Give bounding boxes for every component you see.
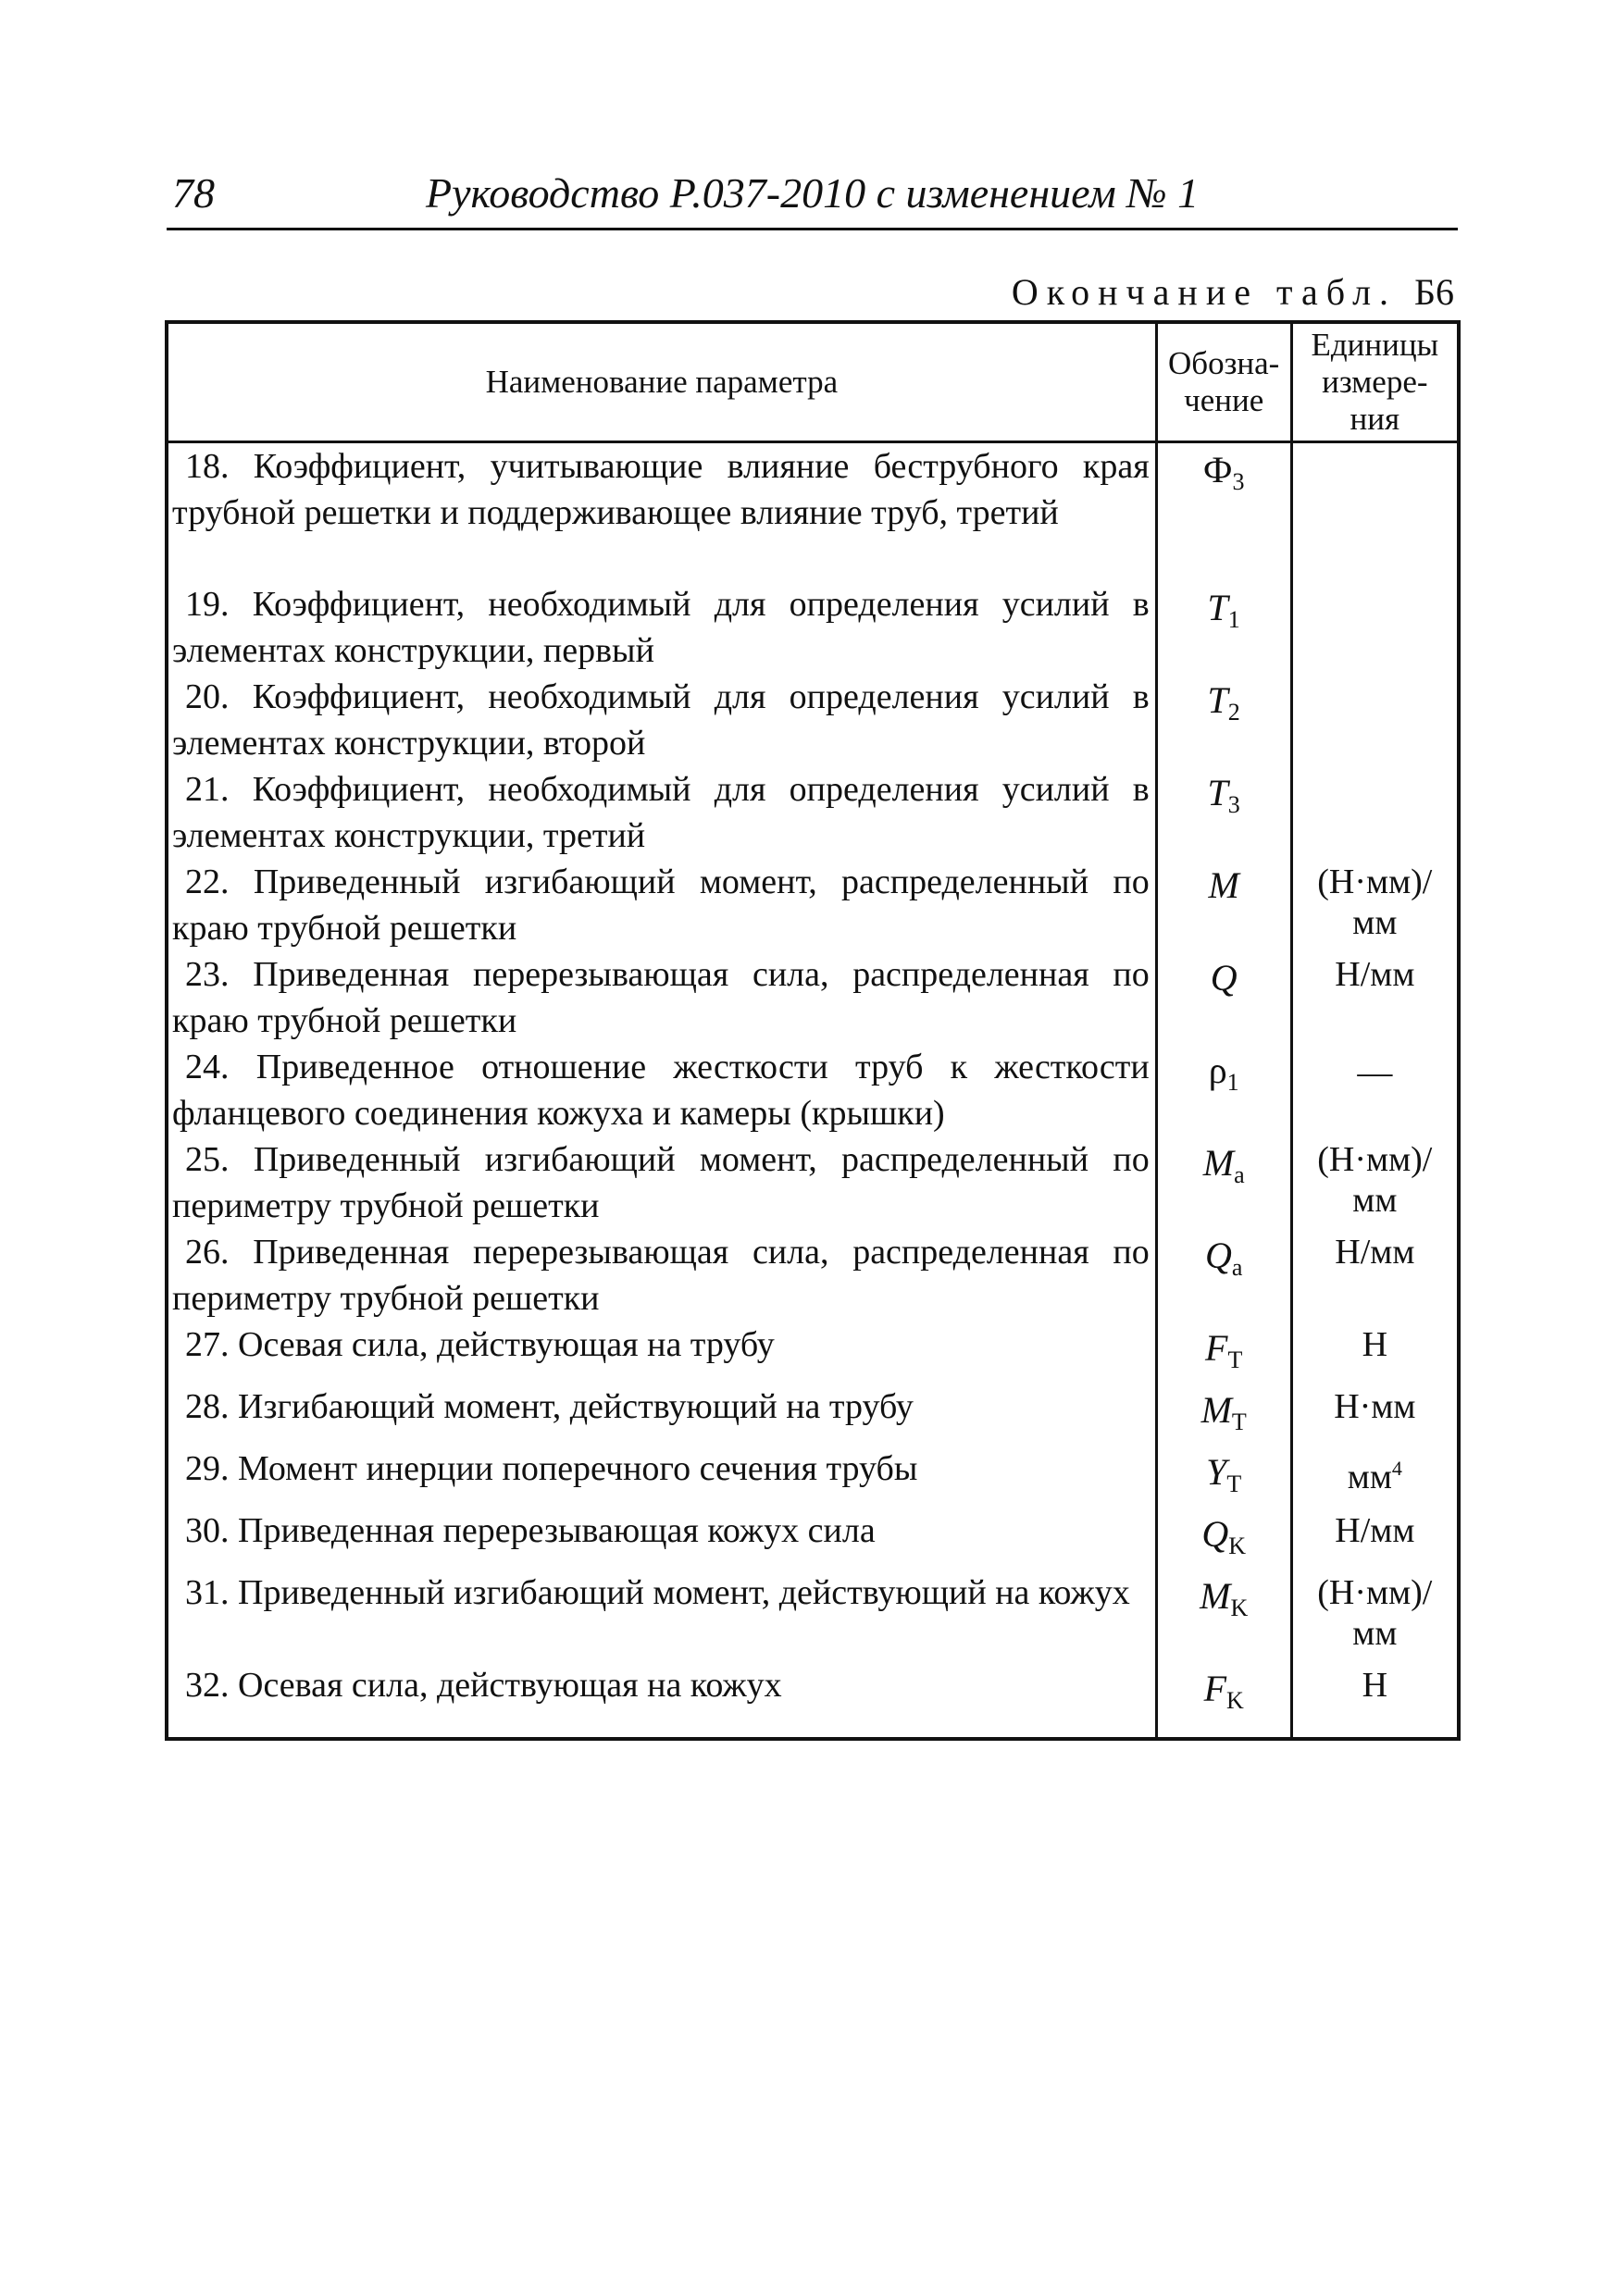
unit-text: мм <box>1347 1457 1392 1496</box>
parameter-unit <box>1291 951 1459 1044</box>
unit-line1 <box>1293 859 1457 905</box>
symbol-subscript: 2 <box>1227 698 1240 726</box>
table-row <box>167 859 1459 951</box>
running-title: Руководство Р.037-2010 с изменением № 1 <box>426 169 1200 217</box>
symbol-letter: Y <box>1206 1450 1227 1493</box>
parameter-unit <box>1291 1229 1459 1322</box>
parameter-unit <box>1291 1446 1459 1508</box>
parameter-name-text: 19. Коэффициент, необходимый для определения усилий в элементах конструкции, первый <box>172 584 1150 670</box>
unit-line1 <box>1293 1662 1457 1708</box>
symbol-letter: Q <box>1201 1512 1229 1555</box>
unit-line1 <box>1293 1044 1457 1096</box>
parameter-symbol <box>1156 674 1291 766</box>
unit-line1 <box>1293 1229 1457 1275</box>
parameter-unit <box>1291 581 1459 674</box>
parameter-name-text: 31. Приведенный изгибающий момент, действующий на кожух <box>185 1572 1130 1612</box>
table-row <box>167 442 1459 581</box>
parameter-unit <box>1291 1384 1459 1446</box>
parameter-name-text: 20. Коэффициент, необходимый для определения усилий в элементах конструкции, второй <box>172 676 1150 763</box>
unit-text: (Н·мм)/ <box>1317 1572 1433 1612</box>
parameter-symbol <box>1156 581 1291 674</box>
parameter-name-text: 30. Приведенная перерезывающая кожух сила <box>185 1510 876 1550</box>
unit-text: (Н·мм)/ <box>1317 862 1433 901</box>
unit-line1 <box>1293 1446 1457 1500</box>
parameter-symbol <box>1156 859 1291 951</box>
column-header-unit-line1: Единицы <box>1311 327 1439 363</box>
parameter-name <box>167 1229 1156 1322</box>
parameter-name <box>167 1662 1156 1739</box>
page-number: 78 <box>172 169 215 217</box>
parameter-name-text: 21. Коэффициент, необходимый для определения усилий в элементах конструкции, третий <box>172 769 1150 855</box>
parameter-name <box>167 1044 1156 1136</box>
parameter-name <box>167 581 1156 674</box>
symbol-subscript: a <box>1234 1160 1245 1188</box>
parameter-name-text: 32. Осевая сила, действующая на кожух <box>185 1665 782 1705</box>
parameter-unit <box>1291 674 1459 766</box>
table-row <box>167 1044 1459 1136</box>
table-caption <box>1012 270 1454 314</box>
parameter-unit <box>1291 1044 1459 1136</box>
parameter-symbol <box>1156 766 1291 859</box>
table-row <box>167 1446 1459 1508</box>
parameter-name <box>167 951 1156 1044</box>
parameter-symbol <box>1156 1044 1291 1136</box>
parameter-symbol <box>1156 1384 1291 1446</box>
unit-line1 <box>1293 1322 1457 1368</box>
parameter-unit <box>1291 442 1459 581</box>
symbol-subscript: 3 <box>1232 468 1245 495</box>
parameter-symbol <box>1156 1136 1291 1229</box>
symbol-letter: ρ <box>1208 1049 1227 1091</box>
parameter-symbol <box>1156 1508 1291 1570</box>
symbol-letter: F <box>1205 1326 1228 1369</box>
parameter-unit <box>1291 859 1459 951</box>
unit-text: Н/мм <box>1335 1510 1415 1550</box>
table-row <box>167 674 1459 766</box>
unit-line2: мм <box>1352 902 1398 942</box>
parameter-unit <box>1291 1508 1459 1570</box>
symbol-subscript: a <box>1231 1253 1243 1281</box>
parameter-unit <box>1291 766 1459 859</box>
unit-text: (Н·мм)/ <box>1317 1139 1433 1179</box>
table-caption-text: Окончание табл. <box>1011 271 1398 313</box>
unit-text: Н <box>1362 1324 1388 1364</box>
symbol-subscript: K <box>1228 1532 1247 1559</box>
page-header <box>167 167 1458 230</box>
column-header-unit-line3: ния <box>1350 401 1400 437</box>
column-header-symbol-line2: чение <box>1184 382 1264 418</box>
column-header-symbol <box>1156 322 1291 442</box>
symbol-letter: Q <box>1210 956 1238 999</box>
table-row <box>167 1508 1459 1570</box>
table-body <box>167 442 1459 1739</box>
symbol-letter: M <box>1200 1388 1232 1431</box>
parameter-name-text: 28. Изгибающий момент, действующий на трубу <box>185 1386 914 1426</box>
parameter-name <box>167 442 1156 581</box>
unit-line1 <box>1293 1508 1457 1554</box>
table-row <box>167 1570 1459 1662</box>
parameter-name <box>167 1570 1156 1662</box>
parameter-name <box>167 859 1156 951</box>
symbol-subscript: 3 <box>1227 790 1240 818</box>
unit-line1 <box>1293 1136 1457 1183</box>
table-row <box>167 951 1459 1044</box>
symbol-letter: M <box>1200 1574 1231 1617</box>
parameter-symbol <box>1156 1229 1291 1322</box>
parameter-name-text: 22. Приведенный изгибающий момент, распределенный по краю трубной решетки <box>172 862 1150 948</box>
symbol-letter: T <box>1207 586 1228 628</box>
parameter-symbol <box>1156 951 1291 1044</box>
symbol-letter: Ф <box>1202 449 1233 490</box>
symbol-letter: M <box>1202 1141 1235 1184</box>
symbol-letter: M <box>1208 863 1239 906</box>
parameter-symbol <box>1156 1322 1291 1384</box>
table-row <box>167 766 1459 859</box>
parameter-name-text: 23. Приведенная перерезывающая сила, распределенная по краю трубной решетки <box>172 954 1150 1040</box>
unit-text: Н/мм <box>1335 1232 1415 1272</box>
unit-line2: мм <box>1352 1613 1398 1653</box>
parameters-table <box>165 320 1461 1741</box>
parameter-name <box>167 1322 1156 1384</box>
table-row <box>167 1384 1459 1446</box>
parameter-name-text: 26. Приведенная перерезывающая сила, распределенная по периметру трубной решетки <box>172 1232 1150 1318</box>
parameter-name <box>167 1446 1156 1508</box>
parameter-symbol <box>1156 1570 1291 1662</box>
table-header-row <box>167 322 1459 442</box>
symbol-subscript: T <box>1231 1408 1247 1435</box>
table-row <box>167 1136 1459 1229</box>
unit-text: Н <box>1362 1665 1388 1705</box>
table-row <box>167 1322 1459 1384</box>
symbol-subscript: K <box>1230 1594 1249 1621</box>
parameter-name-text: 27. Осевая сила, действующая на трубу <box>185 1324 775 1364</box>
unit-line2: мм <box>1352 1180 1398 1220</box>
parameter-symbol <box>1156 1662 1291 1739</box>
unit-text: — <box>1357 1052 1393 1092</box>
table-row <box>167 581 1459 674</box>
unit-line1 <box>1293 1384 1457 1430</box>
symbol-letter: F <box>1203 1667 1226 1709</box>
table-caption-number: Б6 <box>1414 271 1454 313</box>
symbol-subscript: K <box>1226 1686 1244 1714</box>
parameter-name <box>167 1136 1156 1229</box>
symbol-subscript: 1 <box>1226 1068 1239 1096</box>
parameter-unit <box>1291 1570 1459 1662</box>
parameter-symbol <box>1156 1446 1291 1508</box>
parameter-name <box>167 674 1156 766</box>
unit-text: Н/мм <box>1335 954 1415 994</box>
symbol-letter: T <box>1207 678 1228 721</box>
parameter-name-text: 18. Коэффициент, учитывающие влияние беструбного края трубной решетки и поддерживающее влияние труб, третий <box>172 447 1150 532</box>
table-row <box>167 1662 1459 1739</box>
symbol-subscript: 1 <box>1227 605 1240 633</box>
parameter-unit <box>1291 1322 1459 1384</box>
column-header-unit-line2: измере- <box>1322 364 1428 400</box>
parameter-symbol <box>1156 442 1291 581</box>
unit-text: Н·мм <box>1334 1386 1416 1426</box>
symbol-subscript: T <box>1227 1346 1243 1373</box>
parameter-name <box>167 766 1156 859</box>
table-row <box>167 1229 1459 1322</box>
column-header-unit <box>1291 322 1459 442</box>
parameter-name-text: 24. Приведенное отношение жесткости труб к жесткости фланцевого соединения кожуха и камеры (крышки) <box>172 1047 1150 1133</box>
unit-line1 <box>1293 1570 1457 1616</box>
parameter-unit <box>1291 1662 1459 1739</box>
symbol-subscript: T <box>1226 1470 1242 1497</box>
symbol-letter: Q <box>1204 1234 1232 1276</box>
column-header-symbol-line1: Обозна- <box>1168 345 1280 381</box>
parameter-name <box>167 1508 1156 1570</box>
parameter-unit <box>1291 1136 1459 1229</box>
parameter-name-text: 29. Момент инерции поперечного сечения трубы <box>185 1448 918 1488</box>
symbol-letter: T <box>1207 771 1228 813</box>
column-header-name: Наименование параметра <box>167 322 1156 442</box>
unit-line1 <box>1293 951 1457 998</box>
parameter-name-text: 25. Приведенный изгибающий момент, распределенный по периметру трубной решетки <box>172 1139 1150 1225</box>
parameter-name <box>167 1384 1156 1446</box>
unit-superscript: 4 <box>1391 1456 1402 1480</box>
